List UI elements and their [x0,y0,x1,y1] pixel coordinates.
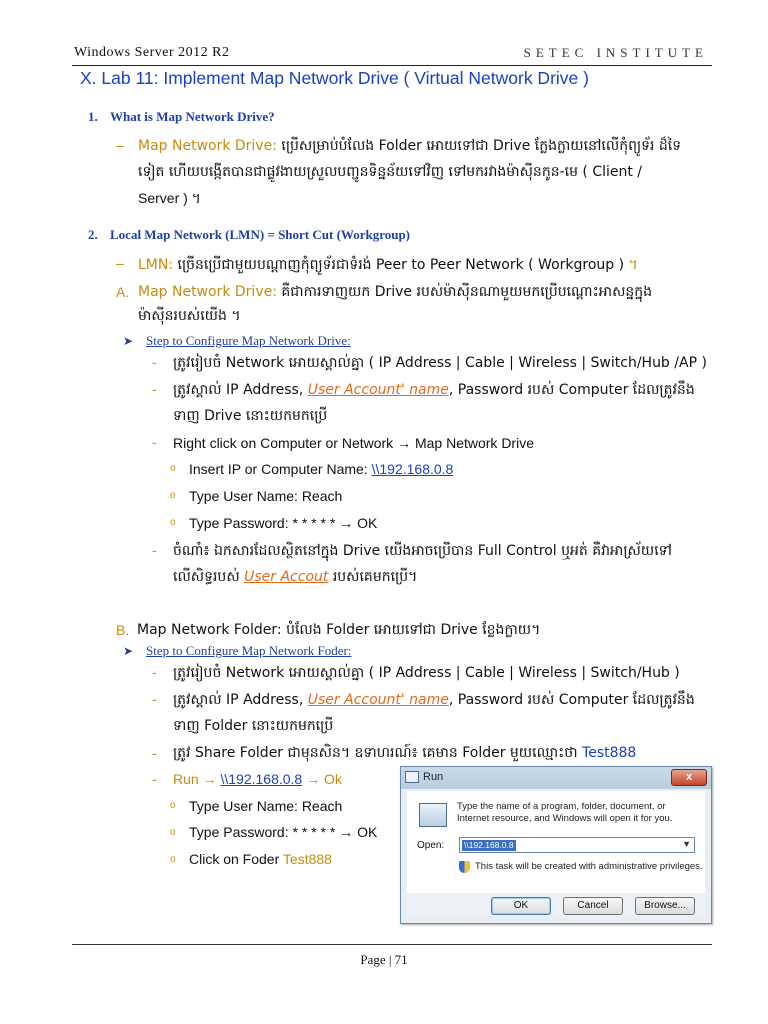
dash-bullet: – [116,137,124,153]
a-line-1 [138,282,652,302]
circle-bullet-icon: o [170,463,176,474]
section-1-heading [88,109,275,125]
run-description: Type the name of a program, folder, document, or Internet resource, and Windows will open it for you. [457,801,673,824]
open-label: Open: [417,840,445,851]
a-b2-post: , Password របស់ Computer ដែលត្រូវនឹង [448,382,695,398]
b-bullet-2 [173,690,695,710]
a-sub-1 [189,459,453,479]
ip-link-2[interactable]: \\192.168.0.8 [220,771,303,787]
arrow-bullet-icon: ➤ [123,334,134,348]
b-sub-3 [189,849,332,869]
lmn-line [138,255,638,275]
a-b2-link[interactable]: User Account' name [307,382,449,398]
dash-bullet: - [152,771,157,787]
run-dialog-titlebar [401,767,711,789]
a-step-heading: Step to Configure Map Network Drive: [146,333,351,348]
a-line-2: ម៉ាស៊ីនរបស់យើង ។ [138,308,241,324]
dash-bullet: - [152,745,157,761]
page-header [72,44,712,66]
lmn-end: ។ [628,257,638,273]
run-program-icon [419,803,447,827]
folder-name: Test888 [582,745,637,761]
run-icon [405,771,419,783]
a-text-1: គឺជាការទាញយក Drive របស់ម៉ាស៊ីនណាមួយមកប្រើបណ្តោះអាសន្នក្នុង [276,284,653,300]
b-bullet-2-line-2: ទាញ Folder នោះយកមកប្រើ [173,718,334,734]
b-line-1: Map Network Folder: បំលែង Folder អោយទៅជា Drive ខ្លែងក្លាយ។ [137,622,541,638]
circle-bullet-icon: o [170,800,176,811]
dash-bullet: - [152,354,157,370]
run-dialog-body [407,791,705,917]
header-left-text: Windows Server 2012 R2 [74,45,230,60]
a-bullet-1: ត្រូវរៀបចំ Network អោយស្គាល់គ្នា ( IP Address | Cable | Wireless | Switch/Hub /AP ) [173,355,707,371]
dash-bullet: - [152,434,157,450]
circle-bullet-icon: o [170,490,176,501]
s1-label: Map Network Drive: [138,138,277,154]
a-b4-l2-post: របស់គេមកប្រើ។ [328,569,418,585]
section-2-number: 2. [88,227,98,242]
cancel-button[interactable]: Cancel [563,897,623,915]
a-b4-link[interactable]: User Accout [244,569,329,585]
lab-title: X. Lab 11: Implement Map Network Drive ( Virtual Network Drive ) [80,68,589,88]
open-input-value[interactable]: \\192.168.0.8 [464,840,514,850]
b-step-heading: Step to Configure Map Network Foder: [146,643,352,658]
a-sub-2: Type User Name: Reach [189,488,343,504]
b-b2-post: , Password របស់ Computer ដែលត្រូវនឹង [448,692,695,708]
uac-shield-icon [459,861,470,873]
a-sub-1-pre: Insert IP or Computer Name: [189,461,372,477]
b-b2-pre: ត្រូវស្គាល់ IP Address, [173,692,308,708]
section-1-number: 1. [88,109,98,124]
admin-note: This task will be created with administrative privileges. [475,861,703,872]
open-combobox[interactable] [459,837,695,853]
ok-button[interactable]: OK [491,897,551,915]
a-bullet-4: ចំណាំ៖ ឯកសារដែលស្ថិតនៅក្នុង Drive យើងអាចប្រើបាន Full Control ឬអត់ គឺវាអាស្រ័យទៅ [173,543,672,559]
b-b3-pre: ត្រូវ Share Folder ជាមុនសិន។ ឧទាហរណ៍៖ គេមាន Folder មួយឈ្មោះថា [173,745,583,761]
b-bullet-3 [173,743,636,763]
s1-line-1-text: ប្រើសម្រាប់បំលែង Folder អោយទៅជា Drive ក្លែងក្លាយនៅលើកុំព្យូទ័រ ដ៏ទៃ [276,138,682,154]
footer-divider [72,944,712,945]
b-sub-2: Type Password: * * * * * → OK [189,824,378,840]
lmn-text: ច្រើនប្រើជាមួយបណ្តាញកុំព្យូទ័រជាទំរង់ Peer to Peer Network ( Workgroup ) [173,257,629,273]
lmn-label: LMN: [138,257,174,273]
chevron-down-icon[interactable]: ▼ [682,839,691,849]
a-bullet-2 [173,380,695,400]
run-dialog [400,766,712,924]
ip-link[interactable]: \\192.168.0.8 [371,461,454,477]
a-label: Map Network Drive: [138,284,277,300]
b-bullet-4 [173,769,342,789]
a-bullet-2-line-2: ទាញ Drive នោះយកមកប្រើ [173,408,328,424]
a-b2-pre: ត្រូវស្គាល់ IP Address, [173,382,308,398]
folder-name-2: Test888 [282,851,332,867]
a-b4-l2-pre: លើសិទ្ធរបស់ [173,569,245,585]
circle-bullet-icon: o [170,517,176,528]
circle-bullet-icon: o [170,827,176,838]
browse-button[interactable]: Browse... [635,897,695,915]
dash-bullet: – [116,255,124,271]
dash-bullet: - [152,542,157,558]
a-sub-3: Type Password: * * * * * → OK [189,515,378,531]
marker-a: A. [116,284,130,300]
s1-line-3: Server ) ។ [138,190,201,206]
b-b2-link[interactable]: User Account' name [307,692,449,708]
b-sub-1: Type User Name: Reach [189,798,343,814]
section-2-heading [88,227,410,243]
ok-text: → Ok [302,771,342,787]
run-text: Run → [173,771,221,787]
dash-bullet: - [152,691,157,707]
header-right-text: SETEC INSTITUTE [523,45,708,60]
close-button[interactable]: x [671,769,707,786]
s1-line-2: ទៀត ហើយបង្កើតបានជាផ្លូវងាយស្រួលបញ្ជូនទិន្នន័យទៅវិញ ទៅមករវាងម៉ាស៊ីនកូន-មេ ( Client / [138,164,643,180]
arrow-bullet-icon: ➤ [123,644,134,658]
a-bullet-3: Right click on Computer or Network → Map Network Drive [173,435,534,451]
marker-b: B. [116,622,130,638]
s1-line-1 [138,136,681,156]
circle-bullet-icon: o [170,854,176,865]
section-1-title: What is Map Network Drive? [110,109,275,124]
section-2-title: Local Map Network (LMN) = Short Cut (Workgroup) [110,227,411,242]
dialog-button-row [407,893,705,917]
dash-bullet: - [152,381,157,397]
b-bullet-1: ត្រូវរៀបចំ Network អោយស្គាល់គ្នា ( IP Address | Cable | Wireless | Switch/Hub ) [173,665,680,681]
b-sub-3-pre: Click on Foder [189,851,283,867]
a-bullet-4-line-2 [173,567,417,587]
run-dialog-title: Run [423,771,444,783]
dash-bullet: - [152,664,157,680]
page-number: Page | 71 [360,952,408,967]
